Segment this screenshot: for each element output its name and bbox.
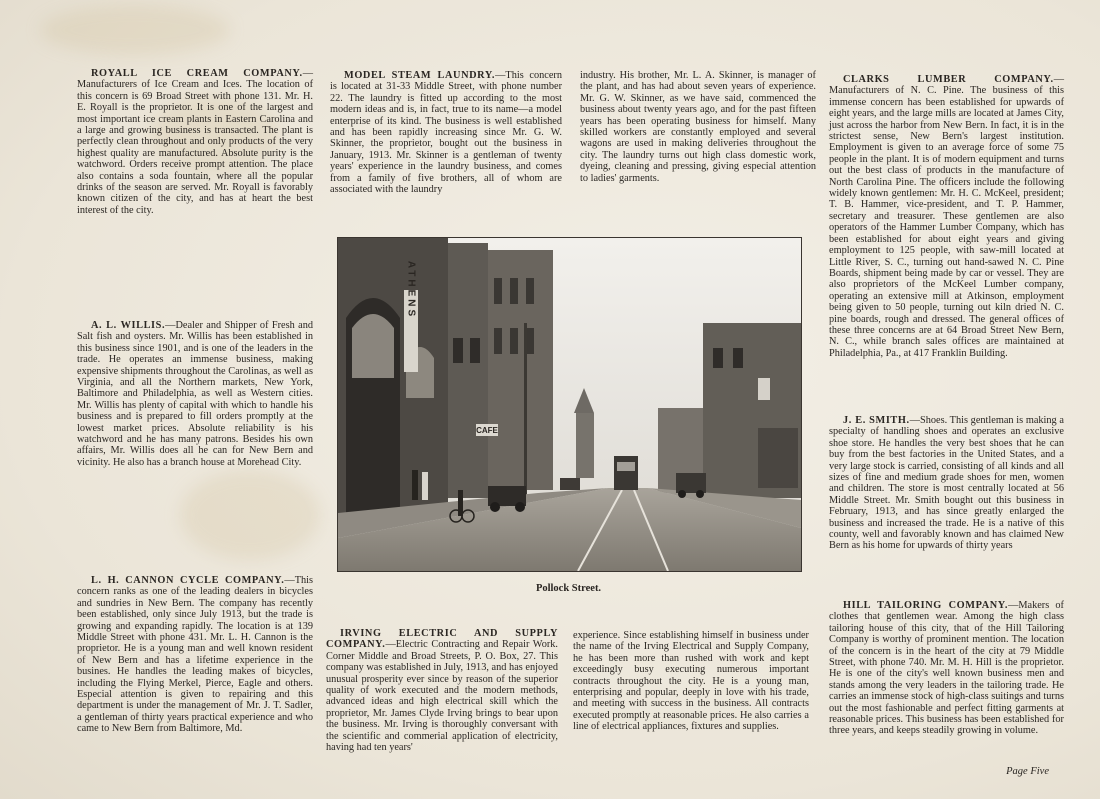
article-heading: ROYALL ICE CREAM COMPANY. (91, 68, 303, 79)
article-clarks-lumber (829, 74, 1064, 359)
article-body: —Makers of clothes that gentlemen wear. Among the high class tailoring house of this city, that of the Hill Tailoring Company is worthy of prominent mention. The location of the concern is in the heart of the city at 79 Middle Street, with phone 740. Mr. M. H. Hill is the proprietor. He is one of the city's well known business men and stands among the very leaders in the tailoring trade. He carries an immense stock of high-class suitings and turns out the most fashionable and perfect fitting garments at reasonable prices. This business has been established for three years, and keeps steadily growing in volume. (829, 600, 1064, 737)
pedestrian (422, 472, 428, 500)
trolley-car (614, 456, 638, 490)
article-je-smith (829, 415, 1064, 552)
window (494, 278, 502, 304)
article-heading: CLARKS LUMBER COMPANY. (843, 74, 1054, 85)
article-heading: A. L. WILLIS. (91, 320, 166, 331)
car-wheel (490, 502, 500, 512)
article-royall-ice-cream (77, 68, 313, 216)
article-body: —Shoes. This gentleman is making a specialty of handling shoes and operates an exclusive shoe store. He handles the very best shoes that he can buy from the best factories in the United States, and a very large stock is carried, consisting of all kinds and all sizes of fine and medium grade shoes for men, women and children. The store is most centrally located at 56 Middle Street. Mr. Smith bought out this business in February, 1913, and has since greatly enlarged the business and increased the trade. He is a native of this county, well and favorably known and has claimed New Bern as his home for upwards of thirty years (829, 415, 1064, 552)
article-body-continued: experience. Since establishing himself in business under the name of the Irving Electrical and Supply Company, he has been more than rushed with work and kept exceedingly busy executing numerous important contracts throughout the city. He is a young man, enterprising and popular, deeply in love with his trade, and meeting with success in the business. All contracts executed promptly at reasonable prices. He also carries a line of electrical appliances, fixtures and supplies. (573, 630, 809, 733)
carriage (560, 478, 580, 490)
article-body: —This concern is located at 31-33 Middle Street, with phone number 22. The laundry is fitted up according to the most modern ideas and is, in fact, true to its name—a model enterprise of its kind. The business is well established and has been rapidly increasing since Mr. G. W. Skinner, the proprietor, bought out the business in January, 1913. Mr. Skinner is a gentleman of twenty years' experience in the laundry business, and comes from a family of five brothers, all of whom are associated with the laundry (330, 70, 562, 196)
trolley-window (617, 462, 635, 471)
article-body: —Manufacturers of N. C. Pine. The business of this immense concern has been established for upwards of eight years, and the large mills are located at James City, just across the harbor from New Bern. In fact, it is in the strictest sense, New Bern's largest institution. Employment is given to an average force of some 75 people in the plant. It is of modern equipment and turns out the best class of products in the manufacture of North Carolina Pine. The officers include the following widely known gentlemen: Mr. H. C. McKeel, president; T. B. Hammer, vice-president, and T. P. Hammer, secretary and treasurer. These gentlemen are also operators of the Hammer Lumber Company, which has been established for about eight years and giving employment to 125 people, with saw-mill located at Little River, S. C., turning out hand-sawed N. C. Pine Boards, shipment being made by car or vessel. They are also proprietors of the McKeel Lumber company, operating an extensive mill at Atkinson, employment being given to 50 people, turning out kiln dried N. C. pine boards, rough and dressed. The general offices of these three concerns are at 64 Broad Street New Bern, N. C., while branch sales offices are maintained at Philadelphia, Pa., at 417 Franklin Building. (829, 74, 1064, 359)
window (526, 328, 534, 354)
athens-sign-text: ATHENS (405, 260, 417, 320)
page-number: Page Five (1006, 766, 1049, 777)
article-body: —This concern ranks as one of the leading dealers in bicycles and sundries in New Bern. The company has recently been established, only since July 1913, but the trade is growing and expanding rapidly. The location is at 139 Middle Street with phone 431. Mr. L. H. Cannon is the proprietor. He is a young man and well known resident of New Bern and has a lifetime experience in the busines. He handles the leading makes of bicycles, including the Flying Merkel, Pierce, Eagle and others. Especial attention is given to repairing and this department is under the management of Mr. J. T. Sadler, a gentleman of thirty years practical experience and who came to New Bern from Baltimore, Md. (77, 575, 313, 735)
window (453, 338, 463, 363)
article-cannon-cycle (77, 575, 313, 735)
article-body: —Electric Contracting and Repair Work. Corner Middle and Broad Streets, P. O. Box, 27. This company was established in July, 1913, and has enjoyed unusual prosperity ever since by reason of the superior quality of work executed and the modern methods, advanced ideas and high electrical skill which the proprietor, Mr. James Clyde Irving brings to bear upon the business. Mr. Irving is thoroughly conversant with the scientific and commerial application of electricity, having had ten years' (326, 639, 558, 754)
window (733, 348, 743, 368)
car-wheel (678, 490, 686, 498)
window (470, 338, 480, 363)
paper-stain (180, 470, 320, 560)
window (526, 278, 534, 304)
article-model-steam-laundry-continued (580, 70, 816, 184)
utility-pole (524, 323, 527, 508)
article-heading: IRVING ELECTRIC AND SUPPLY COMPANY. (326, 628, 558, 651)
article-hill-tailoring (829, 600, 1064, 737)
car-wheel (515, 502, 525, 512)
article-heading: HILL TAILORING COMPANY. (843, 600, 1009, 611)
article-heading: MODEL STEAM LAUNDRY. (344, 70, 496, 81)
motor-car (676, 473, 706, 493)
window (510, 328, 518, 354)
article-heading: J. E. SMITH. (843, 415, 910, 426)
article-irving-electric (326, 628, 558, 753)
pollock-street-scene (338, 238, 801, 571)
cafe-sign-text: CAFE (476, 426, 498, 435)
window (758, 378, 770, 400)
article-irving-electric-continued (573, 630, 809, 733)
article-heading: L. H. CANNON CYCLE COMPANY. (91, 575, 285, 586)
article-body: —Manufacturers of Ice Cream and Ices. The location of this concern is 69 Broad Street with phone 131. Mr. H. E. Royall is the proprietor. It is one of the largest and most important ice cream plants in Eastern Carolina and a large and growing business is transacted. The plant is perfectly clean throughout and only products of the very highest quality are manufactured. Absolute purity is the watchword. Orders receive prompt attention. The place also contains a soda fountain, where all the popular drinks of the season are served. Mr. Royall is favorably known citizen of the city, and has at heart the best interest of the city. (77, 68, 313, 216)
paper-stain (40, 5, 230, 55)
article-willis (77, 320, 313, 468)
article-model-steam-laundry (330, 70, 562, 195)
window (713, 348, 723, 368)
window (494, 328, 502, 354)
brick-building (448, 243, 488, 498)
pedestrian (412, 470, 418, 500)
arched-window (352, 314, 394, 378)
car-wheel (696, 490, 704, 498)
article-body-continued: industry. His brother, Mr. L. A. Skinner, is manager of the plant, and has had about seven years of experience. Mr. G. W. Skinner, as we have said, commenced the business about twenty years ago, and for the past fifteen years has been operating business for himself. Many skilled workers are constantly employed and several wagons are used in making deliveries throughout the city. The laundry turns out high class domestic work, dyeing, cleaning and pressing, giving especial attention to ladies' garments. (580, 70, 816, 184)
window (510, 278, 518, 304)
article-body: —Dealer and Shipper of Fresh and Salt fish and oysters. Mr. Willis has been established in this business since 1901, and is one of the leaders in the trade. He operates an immense business, making expensive shipments throughout the Carolinas, as well as Virginia, and all the Northern markets, New York, Baltimore and Philadelphia, as well as Western cities. Mr. Willis has plenty of capital with which to handle his business and is prepared to fill orders promptly at the lowest market prices. Absolute reliability is his watchword and he has many patrons. Besides his own affairs, Mr. Willis does all he can for New Bern and vicinity. He also has a branch house at Morehead City. (77, 320, 313, 468)
photo-caption: Pollock Street. (535, 583, 602, 594)
storefront-porch (758, 428, 798, 488)
church-tower (576, 413, 594, 478)
street-photograph (337, 237, 802, 572)
